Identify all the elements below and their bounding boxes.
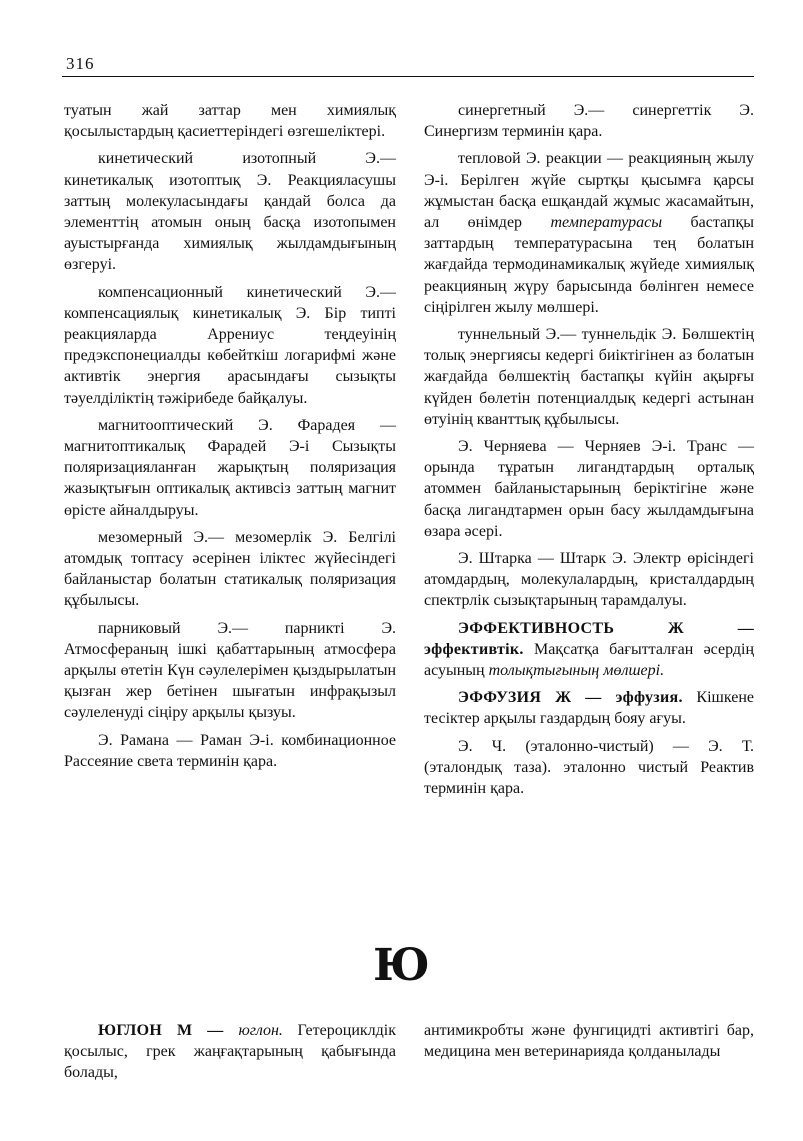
entry-yuglon-body: Гетероциклдік қосылыс, грек жаңғақтарының қабығында болады, (64, 1022, 396, 1082)
right-paragraph-3: туннельный Э.— туннельдік Э. Бөлшектің толық энергиясы кедергі биіктігінен аз болатын жағдайда бөлшектің бастапқы күйін ақырғы күйден бөлетін потенциалдық кедергі астынан өтуінің кванттық құбылысы. (424, 326, 754, 428)
right-column (424, 100, 754, 805)
right-paragraph-2-text-a: тепловой Э. реакции — реакцияның жылу Э-і. Берілген жүйе сыртқы қысымға қарсы жұмыстан басқа ешқандай жұмыс жасамайтын, ал өнімдер (424, 150, 754, 232)
right-paragraph-1: синергетный Э.— синергеттік Э. Синергизм терминін қара. (424, 102, 754, 141)
right-paragraph-7-text: Кішкене тесіктер арқылы газдардың бояу ағуы. (424, 689, 754, 728)
right-paragraph-4: Э. Черняева — Черняев Э-і. Транс — орында тұратын лигандтардың орталық атоммен байланыстарының беріктігіне және басқа лигандтармен орын басу жылдамдығына өзара әсері. (424, 438, 754, 540)
left-paragraph-4: магнитооптический Э. Фарадея — магнитоптикалық Фарадей Э-і Сызықты поляризацияланған жарықтың поляризация жазықтығын оптикалық активсіз заттың магнит өрісте айналдыруы. (64, 416, 396, 519)
left-paragraph-6: парниковый Э.— парникті Э. Атмосфераның ішкі қабаттарының атмосфера арқылы өтетін Күн сәулелерімен қыздырылатын қызған жер бетінен шығатын инфрақызыл сәулеленуді сіңіру арқылы қызуы. (64, 619, 396, 722)
left-paragraph-7: Э. Рамана — Раман Э-і. комбинационное Рассеяние света терминін қара. (64, 731, 396, 770)
right-paragraph-7 (424, 687, 754, 729)
entry-heading-effuziya: ЭФФУЗИЯ Ж — эффузия. (458, 689, 683, 707)
section-letter: Ю (373, 940, 430, 991)
left-column (64, 100, 396, 778)
header-rule (62, 76, 754, 77)
left-paragraph-2: кинетический изотопный Э.— кинетикалық изотоптық Э. Реакцияласушы заттың молекуласындағы қандай болса да элементтің атомын оның басқа изотопымен ауыстырғанда химиялық жылдамдығының өзгеруі. (64, 150, 396, 274)
right-paragraph-5: Э. Штарка — Штарк Э. Электр өрісіндегі атомдардың, молекулалардың, кристалдардың спектрлік сызықтарының тарамдалуы. (424, 550, 754, 610)
right-paragraph-6-italic: толықтығының мөлшері. (488, 662, 665, 680)
page-number: 316 (66, 54, 95, 73)
right-paragraph-6 (424, 618, 754, 682)
right-paragraph-2-italic: температурасы (550, 214, 663, 232)
right-paragraph-2-text-b: бастапқы заттардың температурасына тең болатын жағдайда термодинамикалық жүйеде химиялық реакцияның жүру барысында бөлінген немесе сіңірілген жылу мөлшері. (424, 214, 754, 316)
entry-yuglon (64, 1020, 396, 1084)
entry-heading-effektivnost: ЭФФЕКТИВНОСТЬ Ж — эффективтік. (424, 619, 754, 658)
right-paragraph-6-text: Мақсатқа бағытталған әсердің асуының (424, 640, 754, 680)
bottom-right-column (424, 1020, 754, 1062)
entry-yuglon-continued: антимикробты және фунгицидті активтігі бар, медицина мен ветеринарияда қолданылады (424, 1022, 754, 1061)
bottom-left-column (64, 1020, 396, 1084)
left-paragraph-3: компенсационный кинетический Э.— компенсациялық кинетикалық Э. Бір типті реакцияларда Аррениус теңдеуінің предэкспонециалды көбейткіш логарифмі және активтік энергия арасындағы сызықты тәуелділіктің тәжірибеде байқалуы. (64, 283, 396, 407)
right-paragraph-8: Э. Ч. (эталонно-чистый) — Э. Т. (эталондық таза). эталонно чистый Реактив терминін қара. (424, 737, 754, 798)
right-paragraph-2 (424, 148, 754, 318)
left-paragraph-5: мезомерный Э.— мезомерлік Э. Белгілі атомдық топтасу әсерінен іліктес жүйесіндегі байланыстар болатын статикалық поляризация құбылысы. (64, 528, 396, 610)
entry-yuglon-term: юглон. (238, 1022, 283, 1039)
entry-heading-yuglon: ЮГЛОН М — (98, 1022, 239, 1039)
left-paragraph-1: туатын жай заттар мен химиялық қосылыстардың қасиеттеріндегі өзгешеліктері. (64, 102, 396, 141)
